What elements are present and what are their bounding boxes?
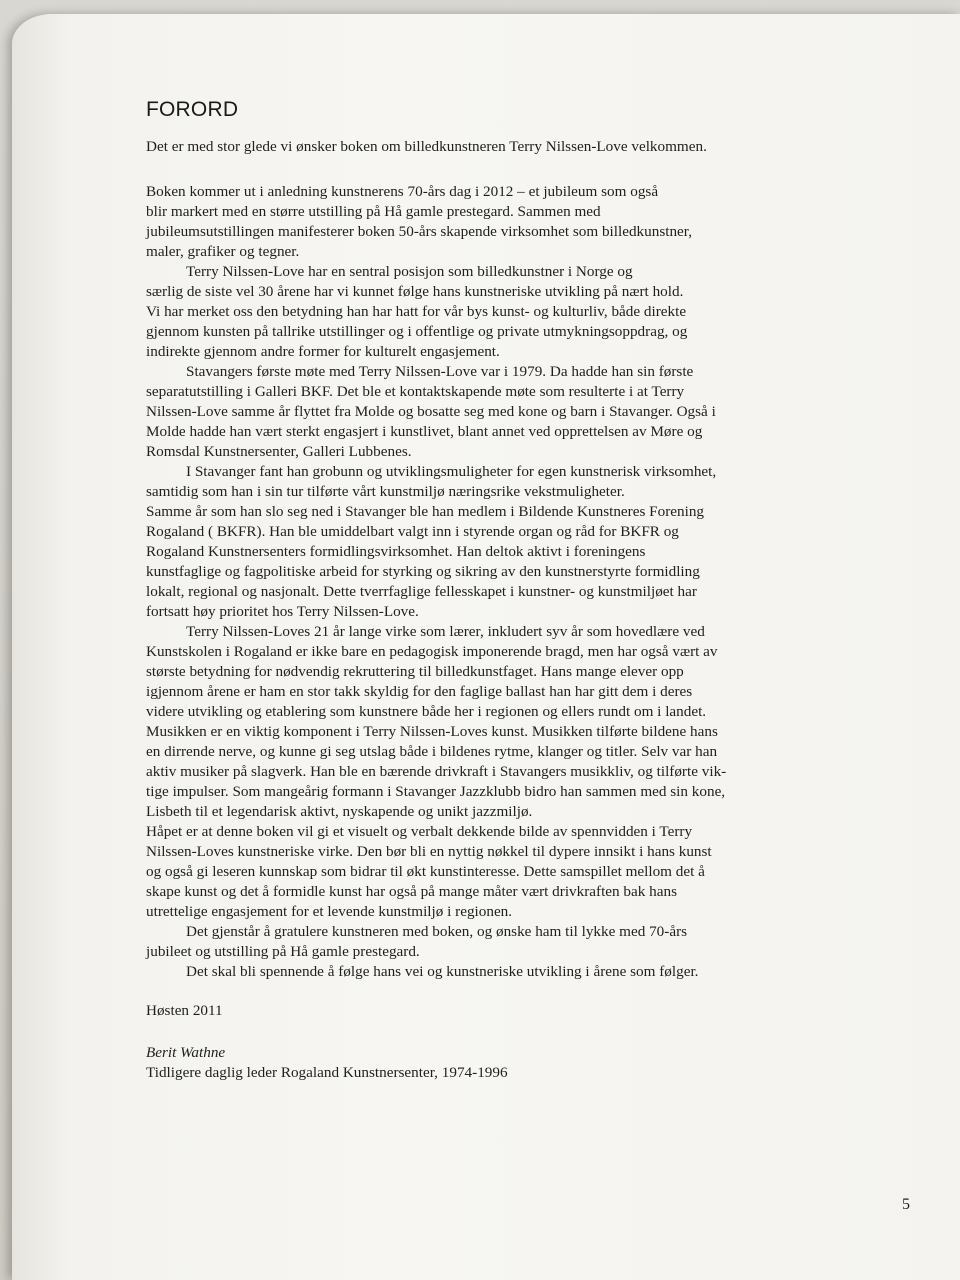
body-line: gjennom kunsten på tallrike utstillinger og i offentlige og private utmykningsoppdrag, og — [146, 323, 688, 340]
body-line: Rogaland ( BKFR). Han ble umiddelbart valgt inn i styrende organ og råd for BKFR og — [146, 523, 679, 540]
body-line: jubileet og utstilling på Hå gamle prestegard. — [146, 943, 420, 960]
body-line: separatutstilling i Galleri BKF. Det ble et kontaktskapende møte som resulterte i at Terry — [146, 383, 685, 400]
body-line: Håpet er at denne boken vil gi et visuelt og verbalt dekkende bilde av spennvidden i Terry — [146, 823, 693, 840]
body-line: videre utvikling og etablering som kunstnere både her i regionen og ellers rundt om i landet. — [146, 703, 707, 720]
body-line: Terry Nilssen-Love har en sentral posisjon som billedkunstner i Norge og — [186, 263, 633, 280]
body-line: Nilssen-Loves kunstneriske virke. Den bør bli en nyttig nøkkel til dypere innsikt i hans kunst — [146, 843, 712, 860]
body-line: blir markert med en større utstilling på Hå gamle prestegard. Sammen med — [146, 203, 601, 220]
body-line: særlig de siste vel 30 årene har vi kunnet følge hans kunstneriske utvikling på nært hold. — [146, 283, 684, 300]
body-line: igjennom årene er ham en stor takk skyldig for den faglige ballast han har gitt dem i deres — [146, 683, 693, 700]
body-line: tige impulser. Som mangeårig formann i Stavanger Jazzklubb bidro han sammen med sin kone, — [146, 783, 726, 800]
body-line: lokalt, regional og nasjonalt. Dette tverrfaglige fellesskapet i kunstner- og kunstmiljøet har — [146, 583, 697, 600]
body-line: Romsdal Kunstnersenter, Galleri Lubbenes. — [146, 443, 412, 460]
intro-paragraph: Det er med stor glede vi ønsker boken om billedkunstneren Terry Nilssen-Love velkommen. — [146, 138, 707, 155]
body-line: maler, grafiker og tegner. — [146, 243, 300, 260]
body-line: utrettelige engasjement for et levende kunstmiljø i regionen. — [146, 903, 513, 920]
page-heading: FORORD — [146, 98, 239, 121]
body-line: Boken kommer ut i anledning kunstnerens 70-års dag i 2012 – et jubileum som også — [146, 183, 659, 200]
body-line: aktiv musiker på slagverk. Han ble en bærende drivkraft i Stavangers musikkliv, og tilførte vik- — [146, 763, 727, 780]
date-line: Høsten 2011 — [146, 1002, 223, 1019]
body-line: Kunstskolen i Rogaland er ikke bare en pedagogisk imponerende bragd, men har også vært av — [146, 643, 718, 660]
body-line: Molde hadde han vært sterkt engasjert i kunstlivet, blant annet ved opprettelsen av Møre og — [146, 423, 703, 440]
body-line: indirekte gjennom andre former for kulturelt engasjement. — [146, 343, 500, 360]
body-line: og også gi leseren kunnskap som bidrar til økt kunstinteresse. Dette samspillet mellom det å — [146, 863, 705, 880]
body-line: en dirrende nerve, og kunne gi seg utslag både i bildenes rytme, klanger og titler. Selv var han — [146, 743, 718, 760]
body-line: kunstfaglige og fagpolitiske arbeid for styrking og sikring av den kunstnerstyrte formidling — [146, 563, 700, 580]
body-line: Lisbeth til et legendarisk aktivt, nyskapende og unikt jazzmiljø. — [146, 803, 533, 820]
body-line: Det gjenstår å gratulere kunstneren med boken, og ønske ham til lykke med 70-års — [186, 923, 688, 940]
body-line: Terry Nilssen-Loves 21 år lange virke som lærer, inkludert syv år som hovedlære ved — [186, 623, 705, 640]
body-line: fortsatt høy prioritet hos Terry Nilssen-Love. — [146, 603, 419, 620]
body-line: største betydning for nødvendig rekruttering til billedkunstfaget. Hans mange elever opp — [146, 663, 684, 680]
body-line: samtidig som han i sin tur tilførte vårt kunstmiljø næringsrike vekstmuligheter. — [146, 483, 625, 500]
body-line: Musikken er en viktig komponent i Terry Nilssen-Loves kunst. Musikken tilførte bildene hans — [146, 723, 718, 740]
body-line: Stavangers første møte med Terry Nilssen-Love var i 1979. Da hadde han sin første — [186, 363, 694, 380]
signature-title: Tidligere daglig leder Rogaland Kunstnersenter, 1974-1996 — [146, 1064, 508, 1081]
body-line: I Stavanger fant han grobunn og utviklingsmuligheter for egen kunstnerisk virksomhet, — [186, 463, 717, 480]
body-line: Det skal bli spennende å følge hans vei og kunstneriske utvikling i årene som følger. — [186, 963, 699, 980]
body-line: Rogaland Kunstnersenters formidlingsvirksomhet. Han deltok aktivt i foreningens — [146, 543, 646, 560]
body-line: Vi har merket oss den betydning han har hatt for vår bys kunst- og kulturliv, både direkte — [146, 303, 687, 320]
page-number: 5 — [902, 1196, 910, 1213]
body-line: skape kunst og det å formidle kunst har også på mange måter vært drivkraften bak hans — [146, 883, 677, 900]
body-line: Samme år som han slo seg ned i Stavanger ble han medlem i Bildende Kunstneres Forening — [146, 503, 705, 520]
body-line: jubileumsutstillingen manifesterer boken 50-års skapende virksomhet som billedkunstner, — [146, 223, 693, 240]
signature-name: Berit Wathne — [146, 1044, 226, 1061]
body-line: Nilssen-Love samme år flyttet fra Molde og bosatte seg med kone og barn i Stavanger. Også i — [146, 403, 716, 420]
